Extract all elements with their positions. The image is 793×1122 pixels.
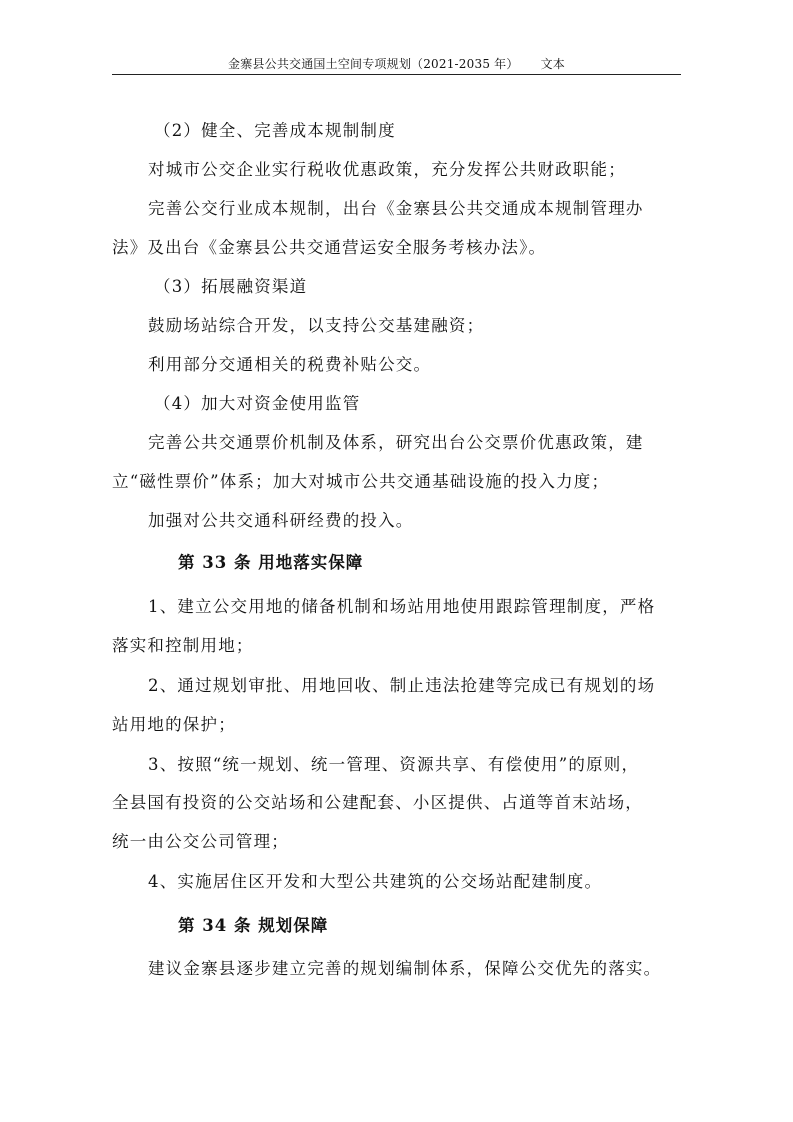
paragraph-line: 全县国有投资的公交站场和公建配套、小区提供、占道等首末站场，: [112, 793, 643, 812]
paragraph-line: 2、通过规划审批、用地回收、制止违法抢建等完成已有规划的场: [148, 676, 656, 695]
paragraph-line: 对城市公交企业实行税收优惠政策，充分发挥公共财政职能；: [148, 160, 626, 179]
subsection-title: （4）加大对资金使用监管: [154, 394, 361, 413]
paragraph-line: 完善公交行业成本规制，出台《金寨县公共交通成本规制管理办: [148, 199, 644, 218]
document-title: 金寨县公共交通国土空间专项规划（2021-2035 年）: [228, 57, 519, 71]
paragraph-line: 法》及出台《金寨县公共交通营运安全服务考核办法》。: [112, 238, 547, 257]
header-divider: [112, 74, 681, 75]
paragraph-line: 鼓励场站综合开发，以支持公交基建融资；: [148, 316, 485, 335]
paragraph-line: 建议金寨县逐步建立完善的规划编制体系，保障公交优先的落实。: [148, 959, 662, 978]
paragraph-line: 4、实施居住区开发和大型公共建筑的公交场站配建制度。: [148, 872, 603, 891]
article-heading: 第 34 条 规划保障: [178, 916, 329, 935]
paragraph-line: 站用地的保护；: [112, 715, 236, 734]
paragraph-line: 1、建立公交用地的储备机制和场站用地使用跟踪管理制度，严格: [148, 597, 656, 616]
document-type-label: 文本: [540, 57, 565, 71]
page-header: [112, 56, 681, 76]
subsection-title: （2）健全、完善成本规制制度: [154, 121, 396, 140]
paragraph-line: 立“磁性票价”体系；加大对城市公共交通基础设施的投入力度；: [112, 472, 610, 491]
paragraph-line: 落实和控制用地；: [112, 636, 254, 655]
article-heading: 第 33 条 用地落实保障: [178, 553, 364, 572]
paragraph-line: 完善公共交通票价机制及体系，研究出台公交票价优惠政策，建: [148, 433, 644, 452]
paragraph-line: 3、按照“统一规划、统一管理、资源共享、有偿使用”的原则，: [148, 755, 640, 774]
subsection-title: （3）拓展融资渠道: [154, 277, 308, 296]
paragraph-line: 加强对公共交通科研经费的投入。: [148, 511, 414, 530]
paragraph-line: 统一由公交公司管理；: [112, 832, 289, 851]
paragraph-line: 利用部分交通相关的税费补贴公交。: [148, 355, 432, 374]
